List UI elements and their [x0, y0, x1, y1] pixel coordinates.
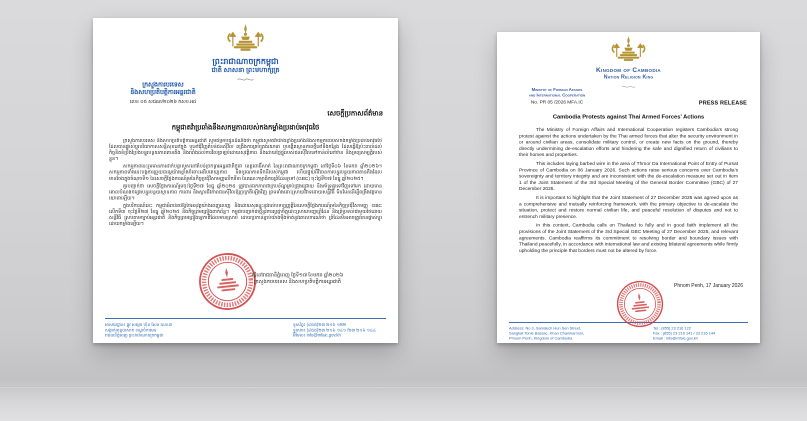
- document-title: Cambodia Protests against Thai Armed Forces’ Actions: [552, 114, 705, 120]
- paragraph: The Ministry of Foreign Affairs and International Cooperation registers Cambodia’s strong protest against the actions undertaken by the Thai armed forces that alter the security environment in or around civilian areas, consolidate military control, or create new facts on the ground, thereby directly undermining de-escalation efforts and hindering the safe and dignified return of civilians to their homes and properties.: [519, 127, 738, 158]
- ministry-line1-khmer: ក្រសួងការបរទេស: [142, 81, 184, 88]
- motto: Nation Religion King: [603, 74, 654, 80]
- ministry-seal-stamp: [616, 280, 664, 331]
- paragraph: គួរបញ្ជាក់ថា សេចក្តីថ្លែងការណ៍រួមចុះថ្ងៃទី២៧ ខែធ្នូ ឆ្នាំ២០២៥ ត្រូវបានឯកភាពជាក្របខ័ណ្ឌគ្រប់ជ្រុងជ្រោយ និងគាំទ្រគ្នាទៅវិញទៅមក ដោយមានគោលបំណងចម្បងបន្ធូរបន្ថយស្ថានភាព ការពារ និងស្តារជីវភាពជនស៊ីវិលឱ្យប្រក្រតីឡើងវិញ ព្រមទាំងដោះស្រាយវិវាទដោយសន្តិវិធី មិនមែនដើម្បីពង្រឹងវត្តមានយោធាឡើយ។: [109, 183, 382, 201]
- document-title-khmer: កម្ពុជាតវ៉ាប្រឆាំងនឹងសកម្មភាពរបស់កងកម្លាំងប្រដាប់អាវុធថៃ: [171, 123, 320, 131]
- footer-address: Address: No 3, Samdech Hun Sen Street, Sangkat Tonle Bassac, Khan Chamkarmon, Phnom Penh, Kingdom of Cambodia: [509, 326, 585, 341]
- press-release-label: PRESS RELEASE: [698, 100, 747, 106]
- paragraph: ក្នុងបរិការណ៍នេះ កម្ពុជាអំពាវនាវឱ្យថៃអនុវត្តយ៉ាងពេញលេញ និងដោយសុឆន្ទៈនូវរាល់បទប្បញ្ញត្តិនៃសេចក្តីថ្លែងការណ៍រួមនៃកិច្ចប្រជុំវិសាមញ្ញ GBC លើកទី៣ ចុះថ្ងៃទី២៧ ខែធ្នូ ឆ្នាំ២០២៥ និងកិច្ចព្រមព្រៀងពាក់ព័ន្ធ។ កម្ពុជាបញ្ជាក់ជាថ្មីនូវការប្តេជ្ញាចិត្តដោះស្រាយបញ្ហាព្រំដែន និងព្រំប្រទល់ជាមួយថៃដោយសន្តិវិធី ស្របតាមច្បាប់អន្តរជាតិ និងកិច្ចព្រមព្រៀងទ្វេភាគីដែលមានស្រាប់ ដោយប្រកាន់ខ្ជាប់យ៉ាងម៉ឺងម៉ាត់នូវគោលការណ៍ថា ព្រំដែនមិនអាចត្រូវបានផ្លាស់ប្តូរដោយកម្លាំងឡើយ។: [109, 202, 382, 227]
- footer-contact: Tel : (855) 23 216 122 Fax : (855) 23 216 141 / 23 216 144 Email : info@mfaic.gov.kh: [653, 326, 716, 341]
- royal-arms-icon: [93, 24, 398, 56]
- ministry-block-khmer: [103, 81, 223, 106]
- body-text: [519, 127, 738, 257]
- floor-edge: [0, 386, 807, 388]
- royal-arms-icon: [497, 36, 760, 66]
- paragraph: It is important to highlight that the Joint Statement of 27 December 2025 was agreed upon as a comprehensive and mutually reinforcing framework, with the primary objective to de-escalate the situation, protect and restore normal civilian life, and peaceful resolution of disputes and not to entrench military presence.: [519, 194, 738, 220]
- ministry-line1: Ministry of Foreign Affairs: [531, 87, 583, 92]
- footer-contact-khmer: ទូរស័ព្ទ៖ (៨៥៥)២៣ ២១៦ ១២២ ទូរសារ៖ (៨៥៥)២៣ ២១៦ ១៤១ /២៣ ២១៦ ១៤៤ អ៊ីមែល៖ info@mfaic.gov.kh: [293, 322, 376, 338]
- reference-number: No. PR 05 /2026 MFA.IC: [530, 99, 584, 105]
- khmer-press-release-document: [93, 18, 398, 343]
- ministry-block: [507, 87, 607, 105]
- english-press-release-document: [497, 32, 760, 343]
- paragraph: In this context, Cambodia calls on Thailand to fully and in good faith implement all the provisions of the Joint Statement of the 3rd Special GBC Meeting of 27 December 2025, and relevant agreements. Cambodia reaffirms its commitment to resolving border and boundary issues with Thailand peacefully, in accordance with international law and existing bilateral agreements while firmly upholding the principle that borders must not be altered by force.: [519, 222, 738, 254]
- paragraph: This includes laying barbed wire in the area of Thmor Da International Point of Entry of Pursat Province of Cambodia on 06 January 2026. Such actions raise serious concerns over Cambodia’s sovereignty and territory integrity and are inconsistent with the de-escalation measure set out in Item 1 of the Joint Statement of the 3rd Special Meeting of the General Border Committee (GBC) of 27 December 2025.: [519, 160, 738, 192]
- kingdom-name-khmer: ព្រះរាជាណាចក្រកម្ពុជា: [212, 57, 279, 66]
- paragraph: ក្រសួងការបរទេស និងសហប្រតិបត្តិការអន្តរជាតិ សូមជម្រាបជូនដំណឹងថា កម្ពុជាសូមតវ៉ាយ៉ាងខ្លាំងប្រឆាំងនឹងសកម្មភាពរបស់កងកម្លាំងប្រដាប់អាវុធថៃ ដែលបានផ្លាស់ប្តូរបរិយាកាសសន្តិសុខនៅក្នុង ឬនៅជុំវិញតំបន់ជនស៊ីវិល ពង្រឹងការគ្រប់គ្រងយោធា ឬបង្កើតស្ថានភាពថ្មីនៅនឹងកន្លែង ដែលធ្វើឱ្យប៉ះពាល់ដល់កិច្ចខិតខំប្រឹងប្រែងបន្ធូរបន្ថយភាពតានតឹង និងរារាំងដល់ការវិលត្រឡប់ដោយសុវត្ថិភាព និងដោយថ្លៃថ្នូររបស់ជនស៊ីវិលទៅកាន់លំនៅឋាន និងទ្រព្យសម្បត្តិរបស់ខ្លួន។: [109, 138, 382, 162]
- kingdom-name: Kingdom of Cambodia: [596, 66, 661, 74]
- ministry-line2: and International Cooperation: [528, 92, 586, 98]
- ministry-line2-khmer: និងសហប្រតិបត្តិការអន្តរជាតិ: [130, 88, 196, 96]
- press-release-label-khmer: សេចក្តីប្រកាសព័ត៌មាន: [327, 109, 383, 117]
- dateline: Phnom Penh, 17 January 2026: [674, 283, 743, 289]
- footer-address-khmer: អាសយដ្ឋាន៖ ផ្លូវ សម្តេច ហ៊ុន សែន លេខ៣ សង្កាត់ទន្លេបាសាក់ ខណ្ឌចំការមន រាជធានីភ្នំពេញ ព្រះរាជាណាចក្រកម្ពុជា: [105, 322, 173, 338]
- paragraph: សកម្មភាពនេះរួមមានការដាក់បន្លាលួសនៅតំបន់ច្រកទ្វារអន្តរជាតិថ្មដា ខេត្តពោធិ៍សាត់ នៃព្រះរាជាណាចក្រកម្ពុជា នៅថ្ងៃទី០៦ ខែមករា ឆ្នាំ២០២៦។ សកម្មភាពទាំងនេះបង្កការព្រួយបារម្ភយ៉ាងខ្លាំងចំពោះអធិបតេយ្យភាព និងបូរណភាពទឹកដីរបស់កម្ពុជា ហើយផ្ទុយពីវិធានការបន្ធូរបន្ថយភាពតានតឹងដែលមានចែងក្នុងចំណុចទី១ នៃសេចក្តីថ្លែងការណ៍រួមនៃកិច្ចប្រជុំវិសាមញ្ញលើកទី៣ នៃគណៈកម្មាធិការព្រំដែនទូទៅ (GBC) ចុះថ្ងៃទី២៧ ខែធ្នូ ឆ្នាំ២០២៥។: [109, 163, 382, 182]
- footer-rule: [105, 318, 386, 319]
- motto-khmer: ជាតិ សាសនា ព្រះមហាក្សត្រ: [211, 66, 280, 74]
- dateline-khmer: ធ្វើនៅរាជធានីភ្នំពេញ ថ្ងៃទី១៧ ខែមករា ឆ្នាំ២០២៦ ក្រសួងការបរទេស និងសហប្រតិបត្តិការអន្តរជាតិ: [251, 272, 344, 285]
- reference-number-khmer: លេខ ០៥ សជណ/២០២៦ កសប.អជ: [129, 99, 197, 105]
